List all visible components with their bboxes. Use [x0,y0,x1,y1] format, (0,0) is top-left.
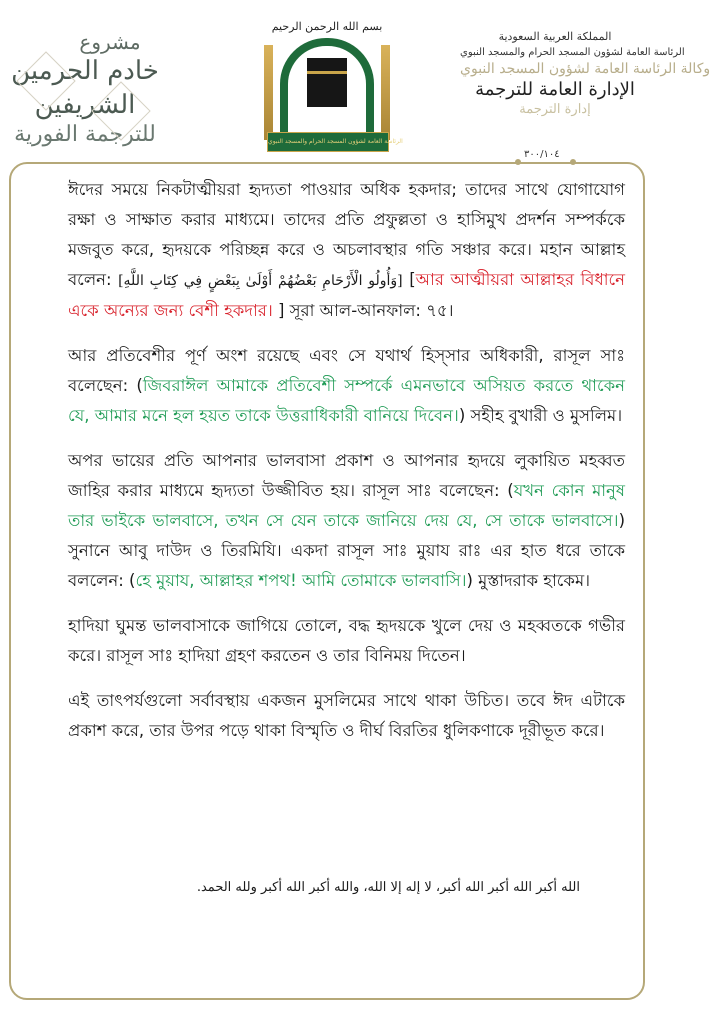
basmala: بسم الله الرحمن الرحيم [271,20,383,33]
frame-dot [570,159,576,165]
body-text: ঈদের সময়ে নিকটাত্মীয়রা হৃদ্যতা পাওয়ার অধিক হকদার; তাদের সাথে যোগাযোগ রক্ষা ও সাক্ষাত করার মাধ্যমে। তাদের প্রতি প্রফুল্লতা ও হাসিমুখ প্রদর্শন সম্পর্ককে মজবুত করে, হৃদয়কে পরিচ্ছন্ন করে ও অচলাবস্থার গতি সঞ্চার করে। মহান আল্লাহ বলেন: [68,180,625,289]
kingdom-name: المملكة العربية السعودية [498,30,612,43]
project-logo [5,30,165,160]
section-name: إدارة الترجمة [519,102,591,117]
authority-title-block [460,30,710,117]
paragraph-neighbors [68,341,625,431]
letterhead [0,0,710,160]
paragraph-relatives [68,175,625,326]
paragraph-brotherly-love [68,446,625,596]
bracket: [ [409,270,416,289]
hadith-text: হে মুয়ায, আল্লাহর শপথ! আমি তোমাকে ভালবাসি। [135,571,467,590]
quran-translation: আর আত্মীয়রা আল্লাহর বিধানে একে অন্যের জন্য বেশী হকদার। [68,270,626,320]
kaaba-icon [307,58,347,107]
emblem-plate: الرئاسة العامة لشؤون المسجد الحرام والمسجد النبوي [267,132,389,152]
takbir-closing: الله أكبر الله أكبر الله أكبر، لا إله إلا الله، والله أكبر الله أكبر ولله الحمد. [196,880,580,895]
citation: ] সূরা আল-আনফাল: ৭৫। [272,301,454,320]
body-text: হাদিয়া ঘুমন্ত ভালবাসাকে জাগিয়ে তোলে, বদ্ধ হৃদয়কে খুলে দেয় ও মহব্বতকে গভীর করে। রাসূল সাঃ হাদিয়া গ্রহণ করতেন ও তার বিনিময় দিতেন। [68,616,625,665]
presidency-emblem [262,20,403,152]
presidency-name: الرئاسة العامة لشؤون المسجد الحرام والمسجد النبوي [460,47,685,58]
body-text: এই তাৎপর্যগুলো সর্বাবস্থায় একজন মুসলিমের সাথে থাকা উচিত। তবে ঈদ এটাকে প্রকাশ করে, তার উপর পড়ে থাকা বিস্মৃতি ও দীর্ঘ বিরতির ধুলিকণাকে দূরীভূত করে। [68,691,625,740]
logo-text-line: خادم الحرمين الشريفين [11,56,159,120]
paragraph-conclusion [68,686,625,746]
body-text: অপর ভায়ের প্রতি আপনার ভালবাসা প্রকাশ ও আপনার হৃদয়ে লুকায়িত মহব্বত জাহির করার মাধ্যমে হৃদ্যতা উজ্জীবিত হয়। রাসূল সাঃ বলেছেন: ( [68,451,625,500]
quran-verse-arabic: [وَأُولُو الْأَرْحَامِ بَعْضُهُمْ أَوْلَىٰ بِبَعْضٍ فِي كِتَابِ اللَّهِ] [118,273,403,289]
article-body [68,175,625,761]
logo-text-line: مشروع [79,30,141,54]
agency-name: وكالة الرئاسة العامة لشؤون المسجد النبوي [460,61,710,77]
hadith-text: জিবরাঈল আমাকে প্রতিবেশী সম্পর্কে এমনভাবে অসিয়ত করতে থাকেন যে, আমার মনে হল হয়ত তাকে উত্তরাধিকারী বানিয়ে দিবেন। [68,376,625,425]
citation: ) মুস্তাদরাক হাকেম। [466,571,591,590]
citation: ) সহীহ বুখারী ও মুসলিম। [458,406,623,425]
hadith-text: যখন কোন মানুষ তার ভাইকে ভালবাসে, তখন সে যেন তাকে জানিয়ে দেয় যে, সে তাকে ভালবাসে। [68,481,625,530]
department-name: الإدارة العامة للترجمة [475,79,635,100]
minaret-icon [381,45,390,140]
minaret-icon [264,45,273,140]
document-number: ٣٠٠/١٠٤ [524,149,560,160]
frame-dot [515,159,521,165]
body-text: ) সুনানে আবু দাউদ ও তিরমিযি। একদা রাসূল সাঃ মুয়ায রাঃ এর হাত ধরে তাকে বললেন: ( [68,511,625,590]
logo-text-line: للترجمة الفورية [14,122,156,147]
body-text: আর প্রতিবেশীর পূর্ণ অংশ রয়েছে এবং সে যথার্থ হিস্সার অধিকারী, রাসূল সাঃ বলেছেন: ( [68,346,625,395]
paragraph-gifts [68,611,625,671]
